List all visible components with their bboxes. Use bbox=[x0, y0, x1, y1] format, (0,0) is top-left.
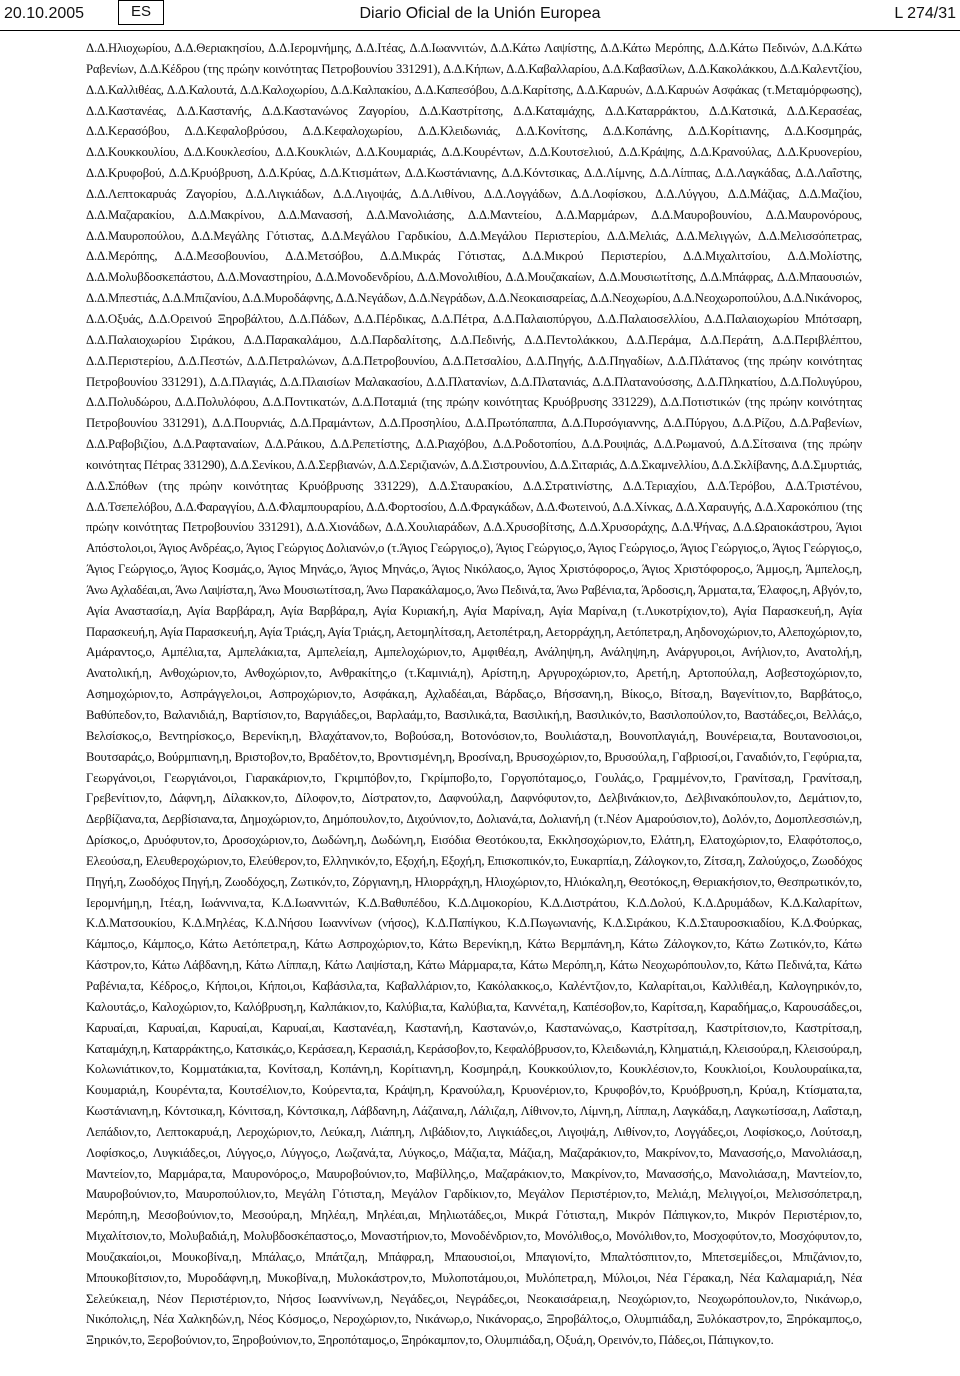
header-language-box: ES bbox=[118, 0, 164, 25]
header-journal-title: Diario Oficial de la Unión Europea bbox=[359, 5, 601, 22]
header-date: 20.10.2005 bbox=[4, 5, 85, 22]
header-page-number: L 274/31 bbox=[894, 5, 956, 22]
document-body-paragraph: Δ.Δ.Ηλιοχωρίου, Δ.Δ.Θεριακησίου, Δ.Δ.Ιερομνήμης, Δ.Δ.Ιτέας, Δ.Δ.Ιωαννιτών, Δ.Δ.Κάτω Λαψίστης, Δ.Δ.Κάτω Μερόπης, Δ.Δ.Κάτω Πεδινών, Δ.Δ.Κάτω Ραβενίων, Δ.Δ.Κέδρου (της πρώην κοινότητας Πετροβουνίου 331291), Δ.Δ.Κήπων, Δ.Δ.Καβαλλαρίου, Δ.Δ.Καβασίλων, Δ.Δ.Κακολάκκου, Δ.Δ.Καλεντζίου, Δ.Δ.Καλλιθέας, Δ.Δ.Καλουτά, Δ.Δ.Καλοχωρίου, Δ.Δ.Καλπακίου, Δ.Δ.Καπεσόβου, Δ.Δ.Καρίτσης, Δ.Δ.Καρυών, Δ.Δ.Καρυών Ασφάκας (τ.Μεταμόρφωσης), Δ.Δ.Καστανέας, Δ.Δ.Καστανής, Δ.Δ.Καστανώνος Ζαγορίου, Δ.Δ.Καστρίτσης, Δ.Δ.Καταμάχης, Δ.Δ.Καταρράκτου, Δ.Δ.Κατσικά, Δ.Δ.Κερασέας, Δ.Δ.Κερασόβου, Δ.Δ.Κεφαλοβρύσου, Δ.Δ.Κεφαλοχωρίου, Δ.Δ.Κλειδωνιάς, Δ.Δ.Κονίτσης, Δ.Δ.Κοπάνης, Δ.Δ.Κορίτιανης, Δ.Δ.Κοσμηράς, Δ.Δ.Κουκκουλίου, Δ.Δ.Κουκλεσίου, Δ.Δ.Κουκλιών, Δ.Δ.Κουμαριάς, Δ.Δ.Κουρέντων, Δ.Δ.Κουτσελιού, Δ.Δ.Κράψης, Δ.Δ.Κρανούλας, Δ.Δ.Κρυονερίου, Δ.Δ.Κρυφοβού, Δ.Δ.Κρυόβρυση, Δ.Δ.Κρύας, Δ.Δ.Κτισμάτων, Δ.Δ.Κωστάνιανης, Δ.Δ.Κόντσικας, Δ.Δ.Λίμνης, Δ.Δ.Λίππας, Δ.Δ.Λαγκάδας, Δ.Δ.Λαΐστης, Δ.Δ.Λεπτοκαρυάς Ζαγορίου, Δ.Δ.Λιγκιάδων, Δ.Δ.Λιγοψάς, Δ.Δ.Λιθίνου, Δ.Δ.Λογγάδων, Δ.Δ.Λοφίσκου, Δ.Δ.Λύγγου, Δ.Δ.Μάζιας, Δ.Δ.Μαζίου, Δ.Δ.Μαζαρακίου, Δ.Δ.Μακρίνου, Δ.Δ.Μανασσή, Δ.Δ.Μανολιάσης, Δ.Δ.Μαντείου, Δ.Δ.Μαρμάρων, Δ.Δ.Μαυροβουνίου, Δ.Δ.Μαυρονόρους, Δ.Δ.Μαυροπούλου, Δ.Δ.Μεγάλης Γότιστας, Δ.Δ.Μεγάλου Γαρδικίου, Δ.Δ.Μεγάλου Περιστερίου, Δ.Δ.Μελιάς, Δ.Δ.Μελιγγών, Δ.Δ.Μελισσόπετρας, Δ.Δ.Μερόπης, Δ.Δ.Μεσοβουνίου, Δ.Δ.Μετσόβου, Δ.Δ.Μικράς Γότιστας, Δ.Δ.Μικρού Περιστερίου, Δ.Δ.Μιχαλιτσίου, Δ.Δ.Μολίστης, Δ.Δ.Μολυβδοσκεπάστου, Δ.Δ.Μοναστηρίου, Δ.Δ.Μονοδενδρίου, Δ.Δ.Μονολιθίου, Δ.Δ.Μουζακαίων, Δ.Δ.Μουσιωτίτσης, Δ.Δ.Μπάφρας, Δ.Δ.Μπαουσιών, Δ.Δ.Μπεστιάς, Δ.Δ.Μπιζανίου, Δ.Δ.Μυροδάφνης, Δ.Δ.Νεγάδων, Δ.Δ.Νεγράδων, Δ.Δ.Νεοκαισαρείας, Δ.Δ.Νεοχωρίου, Δ.Δ.Νεοχωροπούλου, Δ.Δ.Νικάνορος, Δ.Δ.Οξυάς, Δ.Δ.Ορεινού Ξηροβάλτου, Δ.Δ.Πάδων, Δ.Δ.Πέρδικας, Δ.Δ.Πέτρα, Δ.Δ.Παλαιοπύργου, Δ.Δ.Παλαιοσελλίου, Δ.Δ.Παλαιοχωρίου Μπότσαρη, Δ.Δ.Παλαιοχωρίου Σιράκου, Δ.Δ.Παρακαλάμου, Δ.Δ.Παρδαλίτσης, Δ.Δ.Πεδινής, Δ.Δ.Πεντολάκκου, Δ.Δ.Περάμα, Δ.Δ.Περάτη, Δ.Δ.Περιβλέπτου, Δ.Δ.Περιστερίου, Δ.Δ.Πεστών, Δ.Δ.Πετραλώνων, Δ.Δ.Πετροβουνίου, Δ.Δ.Πετσαλίου, Δ.Δ.Πηγής, Δ.Δ.Πηγαδίων, Δ.Δ.Πλάτανος (της πρώην κοινότητας Πετροβουνίου 331291), Δ.Δ.Πλαγιάς, Δ.Δ.Πλαισίων Μαλακασίου, Δ.Δ.Πλατανίων, Δ.Δ.Πλατανιάς, Δ.Δ.Πλατανούσσης, Δ.Δ.Πληκατίου, Δ.Δ.Πολυγύρου, Δ.Δ.Πολυδώρου, Δ.Δ.Πολυλόφου, Δ.Δ.Ποντικατών, Δ.Δ.Ποταμιά (της πρώην κοινότητας Κρυόβρυσης 331229), Δ.Δ.Ποτιστικών (της πρώην κοινότητας Πετροβουνίου 331291), Δ.Δ.Πουρνιάς, Δ.Δ.Πραμάντων, Δ.Δ.Προσηλίου, Δ.Δ.Πρωτόπαππα, Δ.Δ.Πυρσόγιαννης, Δ.Δ.Πύργου, Δ.Δ.Ρίζου, Δ.Δ.Ραβενίων, Δ.Δ.Ραβοβιζίου, Δ.Δ.Ραφταναίων, Δ.Δ.Ράικου, Δ.Δ.Ρεπετίστης, Δ.Δ.Ριαχόβου, Δ.Δ.Ροδοτοπίου, Δ.Δ.Ρουψιάς, Δ.Δ.Ρωμανού, Δ.Δ.Σίτσαινα (της πρώην κοινότητας Πέτρας 331290), Δ.Δ.Σενίκου, Δ.Δ.Σερβιανών, Δ.Δ.Σεριζιανών, Δ.Δ.Σιστρουνίου, Δ.Δ.Σιταριάς, Δ.Δ.Σκαμνελλίου, Δ.Δ.Σκλίβανης, Δ.Δ.Σμυρτιάς, Δ.Δ.Σπόθων (της πρώην κοινότητας Κρυόβρυσης 331229), Δ.Δ.Σταυρακίου, Δ.Δ.Στρατινίστης, Δ.Δ.Τεριαχίου, Δ.Δ.Τερόβου, Δ.Δ.Τριστένου, Δ.Δ.Τσεπελόβου, Δ.Δ.Φαραγγίου, Δ.Δ.Φλαμπουραρίου, Δ.Δ.Φορτοσίου, Δ.Δ.Φραγκάδων, Δ.Δ.Φωτεινού, Δ.Δ.Χίνκας, Δ.Δ.Χαραυγής, Δ.Δ.Χαροκόπιου (της πρώην κοινότητας Πετροβουνίου 331291), Δ.Δ.Χιονάδων, Δ.Δ.Χουλιαράδων, Δ.Δ.Χρυσοβίτσης, Δ.Δ.Χρυσοράχης, Δ.Δ.Ψήνας, Δ.Δ.Ωραιοκάστρου, Άγιοι Απόστολοι,οι, Άγιος Ανδρέας,ο, Άγιος Γεώργιος Δολιανών,ο (τ.Άγιος Γεώργιος,ο), Άγιος Γεώργιος,ο, Άγιος Γεώργιος,ο, Άγιος Γεώργιος,ο, Άγιος Γεώργιος,ο, Άγιος Γεώργιος,ο, Άγιος Κοσμάς,ο, Άγιος Μηνάς,ο, Άγιος Μηνάς,ο, Άγιος Νικόλαος,ο, Άγιος Χριστόφορος,ο, Άγιος Χριστόφορος,ο, Άμμος,η, Άμπελος,η, Άνω Αχλαδέαι,αι, Άνω Λαψίστα,η, Άνω Μουσιωτίτσα,η, Άνω Παρακάλαμος,ο, Άνω Πεδινά,τα, Άνω Ραβένια,τα, Άρδοσις,η, Άρματα,τα, Έλαφος,η, Αβγόν,το, Αγία Αναστασία,η, Αγία Βαρβάρα,η, Αγία Βαρβάρα,η, Αγία Κυριακή,η, Αγία Μαρίνα,η, Αγία Μαρίνα,η (τ.Λυκοτρίχιον,το), Αγία Παρασκευή,η, Αγία Παρασκευή,η, Αγία Παρασκευή,η, Αγία Τριάς,η, Αγία Τριάς,η, Αετομηλίτσα,η, Αετοπέτρα,η, Αετορράχη,η, Αετόπετρα,η, Αηδονοχώριον,το, Αλεποχώριον,το, Αμάραντος,ο, Αμπέλια,τα, Αμπελάκια,τα, Αμπελεία,η, Αμπελοχώριον,το, Αμφιθέα,η, Ανάληψη,η, Ανάληψη,η, Ανάργυροι,οι, Ανήλιον,το, Ανατολή,η, Ανατολική,η, Ανθοχώριον,το, Ανθοχώριον,το, Ανθρακίτης,ο (τ.Καμινιά,η), Αρίστη,η, Αργυροχώριον,το, Αρετή,η, Αρτοπούλα,η, Ασβεστοχώριον,το, Ασημοχώριον,το, Ασπράγγελοι,οι, Ασπροχώριον,το, Ασφάκα,η, Αχλαδέαι,αι, Βάρδας,ο, Βήσσανη,η, Βίκος,ο, Βίτσα,η, Βαγενίτιον,το, Βαρβάτος,ο, Βαθύπεδον,το, Βαλανιδιά,η, Βαρτίσιον,το, Βαργιάδες,οι, Βαρλαάμ,το, Βασιλικά,τα, Βασιλική,η, Βασιλικόν,το, Βασιλοπούλον,το, Βαστάδες,οι, Βελλάς,ο, Βελσίσκος,ο, Βεντηρίσκος,ο, Βερενίκη,η, Βλαχάτανον,το, Βοβούσα,η, Βοτονόσιον,το, Βουλιάστα,η, Βουνοπλαγιά,η, Βουνέρεια,τα, Βουτανοσιοι,οι, Βουτσαράς,ο, Βούρμπιανη,η, Βριστοβον,το, Βραδέτον,το, Βροντισμένη,η, Βροσίνα,η, Βρυσοχώριον,το, Βρυσούλα,η, Γαβριοσί,οι, Γαναδιόν,το, Γεφύρια,τα, Γεωργάνοι,οι, Γεωργιάνοι,οι, Γιαρακάριον,το, Γκριμπόβον,το, Γκρίμποβο,το, Γοργοπόταμος,ο, Γουλάς,ο, Γραμμένον,το, Γρανίτσα,η, Γρανίτσα,η, Γρεβενίτιον,το, Δάφνη,η, Δίλακκον,το, Δίλοφον,το, Δίστρατον,το, Δαφνούλα,η, Δαφνόφυτον,το, Δελβινάκιον,το, Δελβινακόπουλον,το, Δεμάτιον,το, Δερβίζιανα,τα, Δερβίσιανα,τα, Δημοχώριον,το, Δημόπουλον,το, Διχούνιον,το, Δολιανά,τα, Δολιανή,η (τ.Νέον Αμαρούσιον,το), Δολόν,το, Δομοπλεσσιών,η, Δρίσκος,ο, Δρυόφυτον,το, Δροσοχώριον,το, Δωδώνη,η, Δωδώνη,η, Εισόδια Θεοτόκου,τα, Εκκλησοχώριον,το, Ελάτη,η, Ελατοχώριον,το, Ελαφότοπος,ο, Ελεούσα,η, Ελευθεροχώριον,το, Ελεύθερον,το, Ελληνικόν,το, Εξοχή,η, Εξοχή,η, Επισκοπικόν,το, Ευκαρπία,η, Ζάλογκον,το, Ζίτσα,η, Ζαλούχος,ο, Ζωοδόχος Πηγή,η, Ζωοδόχος Πηγή,η, Ζωοδόχος,η, Ζωτικόν,το, Ζόργιανη,η, Ηλιορράχη,η, Ηλιοχώριον,το, Ηλιόκαλη,η, Θεοτόκος,η, Θεριακήσιον,το, Θεσπρωτικόν,το, Ιερομνήμη,η, Ιτέα,η, Ιωάννινα,τα, Κ.Δ.Ιωαννιτών, Κ.Δ.Βαθυπέδου, Κ.Δ.Διμοκορίου, Κ.Δ.Διστράτου, Κ.Δ.Δολού, Κ.Δ.Δρυμάδων, Κ.Δ.Καλαρίτων, Κ.Δ.Ματσουκίου, Κ.Δ.Μηλέας, Κ.Δ.Νήσου Ιωαννίνων (νήσος), Κ.Δ.Παπίγκου, Κ.Δ.Πωγωνιανής, Κ.Δ.Σιράκου, Κ.Δ.Σταυροσκιαδίου, Κ.Δ.Φούρκας, Κάμπος,ο, Κάμπος,ο, Κάτω Αετόπετρα,η, Κάτω Ασπροχώριον,το, Κάτω Βερενίκη,η, Κάτω Βερμπάνη,η, Κάτω Ζάλογκον,το, Κάτω Ζωτικόν,το, Κάτω Κάστρον,το, Κάτω Λάβδανη,η, Κάτω Λίππα,η, Κάτω Λαψίστα,η, Κάτω Μάρμαρα,τα, Κάτω Μερόπη,η, Κάτω Νεοχωρόπουλον,το, Κάτω Πεδινά,τα, Κάτω Ραβένια,τα, Κέδρος,ο, Κήποι,οι, Κήποι,οι, Καβάσιλα,τα, Καβαλλάριον,το, Κακόλακκος,ο, Καλέντζιον,το, Καλαρίται,οι, Καλλιθέα,η, Καλογηρικόν,το, Καλουτάς,ο, Καλοχώριον,το, Καλόβρυση,η, Καλπάκιον,το, Καλύβια,τα, Καλύβια,τα, Καννέτα,η, Καπέσοβον,το, Καρίτσα,η, Καραδήμας,ο, Καρουσάδες,οι, Καρυαί,αι, Καρυαί,αι, Καρυαί,αι, Καρυαί,αι, Καστανέα,η, Καστανή,η, Καστανών,ο, Καστανώνας,ο, Καστρίτσα,η, Καστρίτσιον,το, Καστρίτσα,η, Καταμάχη,η, Καταρράκτης,ο, Κατσικάς,ο, Κεράσεα,η, Κερασιά,η, Κεράσοβον,το, Κεφαλόβρυσον,το, Κλειδωνιά,η, Κληματιά,η, Κλεισούρα,η, Κλεισούρα,η, Κολωνιάτικον,το, Κομματάκια,τα, Κονίτσα,η, Κοπάνη,η, Κορίτιανη,η, Κοσμηρά,η, Κουκκούλιον,το, Κουκλέσιον,το, Κουκλιοί,οι, Κουλουραίικα,τα, Κουμαριά,η, Κουρέντα,τα, Κουτσέλιον,το, Κούρεντα,τα, Κράψη,η, Κρανούλα,η, Κρυονέριον,το, Κρυφοβόν,το, Κρυόβρυση,η, Κρύα,η, Κτίσματα,τα, Κωστάνιανη,η, Κόντσικα,η, Κόνιτσα,η, Κόντσικα,η, Λάβδανη,η, Λάζαινα,η, Λάλιζα,η, Λίθινον,το, Λίμνη,η, Λίππα,η, Λαγκάδα,η, Λαγκωτίσσα,η, Λαΐστα,η, Λεπάδιον,το, Λεπτοκαρυά,η, Λεροχώριον,το, Λεύκα,η, Λιάπη,η, Λιβάδιον,το, Λιγκιάδες,οι, Λιγοψά,η, Λιθίνον,το, Λογγάδες,οι, Λοφίσκος,ο, Λούτσα,η, Λοφίσκος,ο, Λυγκιάδες,οι, Λύγγος,ο, Λύγγος,ο, Λωζανά,τα, Λύγκος,ο, Μάζια,τα, Μάζια,η, Μαζαράκιον,το, Μακρίνον,το, Μανασσής,ο, Μανολιάσα,η, Μαντείον,το, Μαρμάρα,τα, Μαυρονόρος,ο, Μαυροβούνιον,το, Μαβίλλης,ο, Μαζαράκιον,το, Μακρίνον,το, Μανασσής,ο, Μανολιάσα,η, Μαντείον,το, Μαυροβούνιον,το, Μαυροπούλιον,το, Μεγάλη Γότιστα,η, Μεγάλον Γαρδίκιον,το, Μεγάλον Περιστέριον,το, Μελιά,η, Μελιγγοί,οι, Μελισσόπετρα,η, Μερόπη,η, Μεσοβούνιον,το, Μεσούρα,η, Μηλέα,η, Μηλέαι,αι, Μηλιωτάδες,οι, Μικρά Γότιστα,η, Μικρόν Πάπιγκον,το, Μικρόν Περιστέριον,το, Μιχαλίτσιον,το, Μολυβαδιά,η, Μολυβδοσκέπαστος,ο, Μοναστήριον,το, Μονοδένδριον,το, Μονόλιθος,ο, Μονόλιθον,το, Μοσχοφύτον,το, Μοσχόφυτον,το, Μουζακαίοι,οι, Μουκοβίνα,η, Μπάλας,ο, Μπάτζα,η, Μπάφρα,η, Μπαουσιοί,οι, Μπαγιονί,το, Μπαλτόσπιτον,το, Μπετσεμίδες,οι, Μπιζάνιον,το, Μπουκοβίτσιον,το, Μυροδάφνη,η, Μυκοβίνα,η, Μυλοκάστρον,το, Μυλοποτάμου,οι, Μυλόπετρα,η, Μύλοι,οι, Νέα Γέρακα,η, Νέα Καλαμαριά,η, Νέα Σελεύκεια,η, Νέον Περιστέριον,το, Νήσος Ιωαννίνων,η, Νεγάδες,οι, Νεγράδες,οι, Νεοκαισάρεια,η, Νεοχώριον,το, Νεοχωρόπουλον,το, Νικάνωρ,ο, Νικόπολις,η, Νέα Χαλκηδών,η, Νέος Κόσμος,ο, Νεροχώριον,το, Νικάνωρ,ο, Νικάνορας,ο, Ξηροβάλτος,ο, Ολυμπιάδα,η, Ξυλόκαστρον,το, Ξηρόκαμπος,ο, Ξηρικόν,το, Ξεροβούνιον,το, Ξηροβούνιον,το, Ξηροπόταμος,ο, Ξηρόκαμπον,το, Ολυμπιάδα,η, Οξυά,η, Ορεινόν,το, Πάδες,οι, Πάπιγκον,το. bbox=[86, 41, 862, 1348]
page-header bbox=[0, 0, 960, 31]
